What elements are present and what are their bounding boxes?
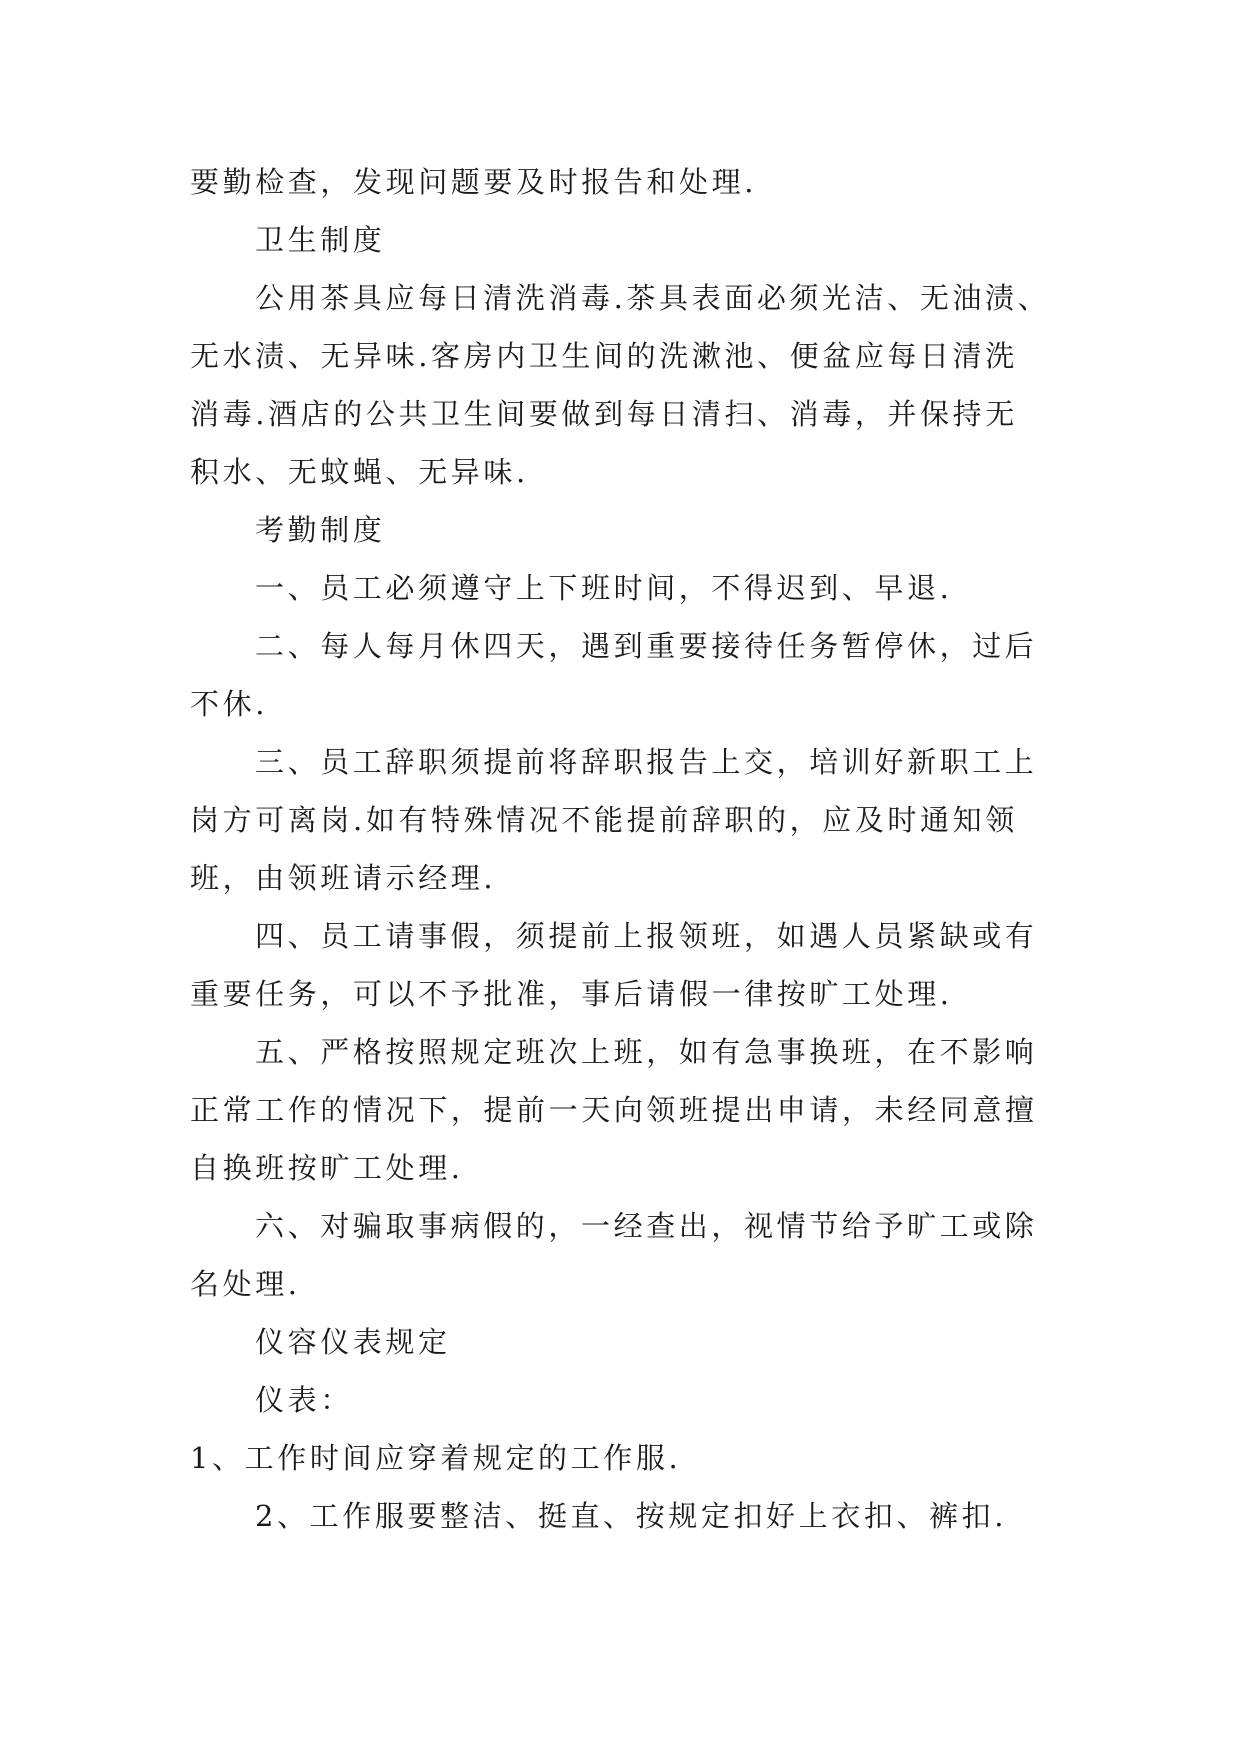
text-line: 不休. (190, 687, 269, 721)
text-line: 一、员工必须遵守上下班时间，不得迟到、早退. (255, 571, 953, 605)
text-line: 五、严格按照规定班次上班，如有急事换班，在不影响 (255, 1035, 1038, 1069)
subsection-heading-attire: 仪表： (255, 1383, 353, 1417)
text-line: 二、每人每月休四天，遇到重要接待任务暂停休，过后 (255, 629, 1038, 663)
text-line: 自换班按旷工处理. (190, 1151, 464, 1185)
text-line: 岗方可离岗.如有特殊情况不能提前辞职的，应及时通知领 (190, 803, 1018, 837)
list-item: 1、工作时间应穿着规定的工作服. (190, 1441, 682, 1475)
section-heading-hygiene: 卫生制度 (255, 223, 386, 257)
text-line: 正常工作的情况下，提前一天向领班提出申请，未经同意擅 (190, 1093, 1038, 1127)
text-line: 六、对骗取事病假的，一经查出，视情节给予旷工或除 (255, 1209, 1038, 1243)
text-line: 消毒.酒店的公共卫生间要做到每日清扫、消毒，并保持无 (190, 397, 1018, 431)
text-line: 无水渍、无异味.客房内卫生间的洗漱池、便盆应每日清洗 (190, 339, 1018, 373)
text-line: 积水、无蚊蝇、无异味. (190, 455, 529, 489)
text-line: 班，由领班请示经理. (190, 861, 497, 895)
section-heading-attendance: 考勤制度 (255, 513, 386, 547)
text-line: 重要任务，可以不予批准，事后请假一律按旷工处理. (190, 977, 953, 1011)
text-line: 公用茶具应每日清洗消毒.茶具表面必须光洁、无油渍、 (255, 281, 1051, 315)
list-item: 2、工作服要整洁、挺直、按规定扣好上衣扣、裤扣. (255, 1499, 1008, 1533)
text-line: 名处理. (190, 1267, 301, 1301)
section-heading-appearance: 仪容仪表规定 (255, 1325, 451, 1359)
text-line: 四、员工请事假，须提前上报领班，如遇人员紧缺或有 (255, 919, 1038, 953)
text-line: 要勤检查，发现问题要及时报告和处理. (190, 165, 758, 199)
text-line: 三、员工辞职须提前将辞职报告上交，培训好新职工上 (255, 745, 1038, 779)
